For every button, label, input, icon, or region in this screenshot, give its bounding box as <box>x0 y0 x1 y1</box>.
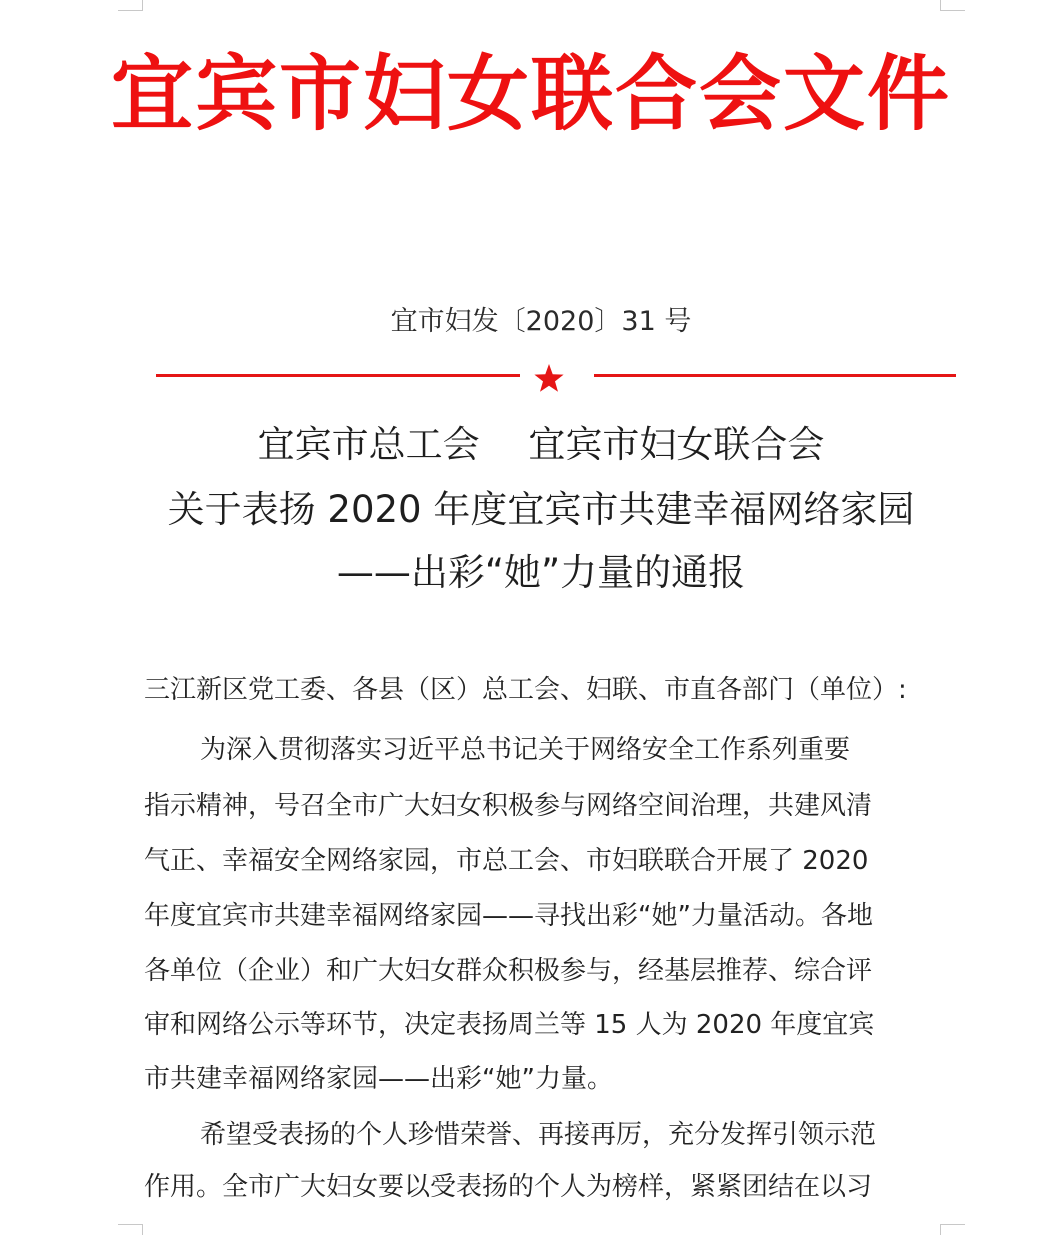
page-corner-mark-top-left <box>118 0 143 11</box>
body-paragraph-line: 作用。全市广大妇女要以受表扬的个人为榜样，紧紧团结在以习 <box>144 1172 873 1202</box>
addressee-line: 三江新区党工委、各县（区）总工会、妇联、市直各部门（单位）: <box>144 675 907 705</box>
body-paragraph-line: 指示精神，号召全市广大妇女积极参与网络空间治理，共建风清 <box>144 791 873 821</box>
page-corner-mark-bottom-left <box>118 1224 143 1235</box>
notice-title-line-3: ——出彩“她”力量的通报 <box>336 551 746 594</box>
notice-title-line-2: 关于表扬 2020 年度宜宾市共建幸福网络家园 <box>167 488 915 531</box>
body-paragraph-line: 气正、幸福安全网络家园，市总工会、市妇联联合开展了 2020 <box>144 846 869 876</box>
star-icon <box>533 362 565 394</box>
body-paragraph-line: 各单位（企业）和广大妇女群众积极参与，经基层推荐、综合评 <box>144 956 873 986</box>
red-rule-right <box>594 374 956 377</box>
body-paragraph-line: 年度宜宾市共建幸福网络家园——寻找出彩“她”力量活动。各地 <box>144 901 873 931</box>
document-number: 宜市妇发〔2020〕31 号 <box>390 306 692 337</box>
body-paragraph-line: 希望受表扬的个人珍惜荣誉、再接再厉，充分发挥引领示范 <box>200 1120 877 1150</box>
body-paragraph-line: 市共建幸福网络家园——出彩“她”力量。 <box>144 1064 613 1094</box>
body-paragraph-line: 审和网络公示等环节，决定表扬周兰等 15 人为 2020 年度宜宾 <box>144 1010 875 1040</box>
body-paragraph-line: 为深入贯彻落实习近平总书记关于网络安全工作系列重要 <box>200 735 851 765</box>
notice-title-line-1: 宜宾市总工会 宜宾市妇女联合会 <box>257 423 825 466</box>
document-masthead: 宜宾市妇女联合会文件 <box>110 47 951 142</box>
red-rule-left <box>156 374 520 377</box>
page-corner-mark-bottom-right <box>940 1224 965 1235</box>
page-corner-mark-top-right <box>940 0 965 11</box>
